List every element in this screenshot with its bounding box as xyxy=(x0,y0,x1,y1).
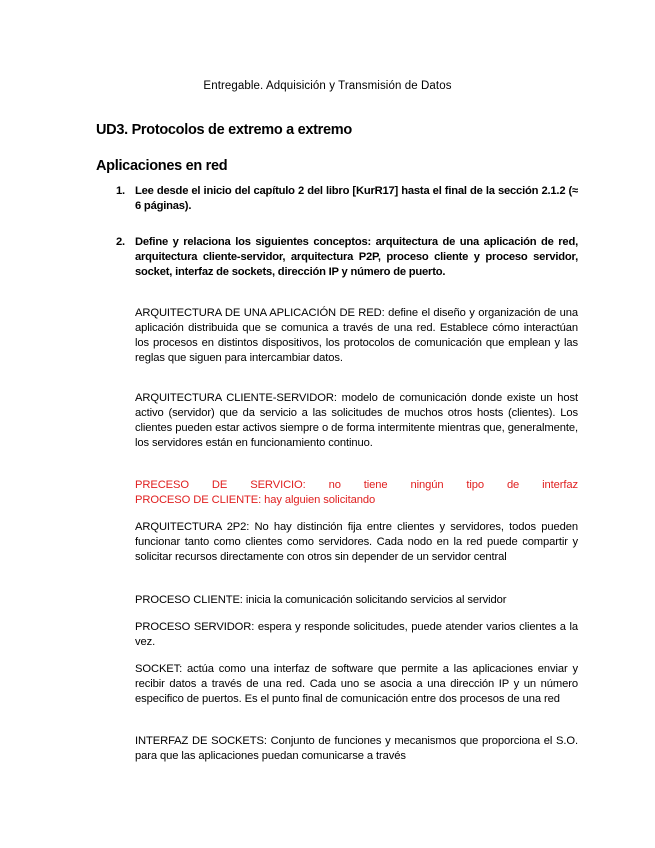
section-heading: Aplicaciones en red xyxy=(96,158,228,174)
question-text: Lee desde el inicio del capítulo 2 del libro [KurR17] hasta el final de la sección 2.1.2 (≈ 6 páginas). xyxy=(135,185,578,212)
answer-proceso-servidor: PROCESO SERVIDOR: espera y responde solicitudes, puede atender varios clientes a la vez. xyxy=(135,621,578,648)
answer-arquitectura-2p2: ARQUITECTURA 2P2: No hay distinción fija entre clientes y servidores, todos pueden funcionar tanto como clientes como servidores. Cada nodo en la red puede compartir y solicitar recursos directamente con otros sin depender de un servidor central xyxy=(135,521,578,563)
question-number: 1. xyxy=(116,185,125,197)
unit-heading: UD3. Protocolos de extremo a extremo xyxy=(96,122,352,138)
question-text: Define y relaciona los siguientes conceptos: arquitectura de una aplicación de red, arquitectura cliente-servidor, arquitectura P2P, proceso cliente y proceso servidor, socket, interfaz de sockets, dirección IP y número de puerto. xyxy=(135,236,578,278)
document-header: Entregable. Adquisición y Transmisión de Datos xyxy=(203,80,452,92)
question-1 xyxy=(116,184,578,214)
note-proceso-servicio: PRECESO DE SERVICIO: no tiene ningún tipo de interfaz xyxy=(135,479,578,491)
answer-cliente-servidor: ARQUITECTURA CLIENTE-SERVIDOR: modelo de comunicación donde existe un host activo (servidor) que da servicio a las solicitudes de muchos otros hosts (clientes). Los clientes pueden estar activos siempre o de forma intermitente mientras que, generalmente, los servidores están en funcionamiento continuo. xyxy=(135,392,578,449)
question-2 xyxy=(116,235,578,280)
answer-arquitectura-red: ARQUITECTURA DE UNA APLICACIÓN DE RED: define el diseño y organización de una aplicación distribuida que se comunica a través de una red. Establece cómo interactúan los procesos en distintos dispositivos, los protocolos de comunicación que emplean y las reglas que siguen para intercambiar datos. xyxy=(135,307,578,364)
answer-proceso-cliente: PROCESO CLIENTE: inicia la comunicación solicitando servicios al servidor xyxy=(135,594,507,606)
answer-socket: SOCKET: actúa como una interfaz de software que permite a las aplicaciones enviar y recibir datos a través de una red. Cada uno se asocia a una dirección IP y un número especifico de puertos. Es el punto final de comunicación entre dos procesos de una red xyxy=(135,663,578,705)
answer-interfaz-sockets: INTERFAZ DE SOCKETS: Conjunto de funciones y mecanismos que proporciona el S.O. para que las aplicaciones puedan comunicarse a través xyxy=(135,735,578,762)
question-number: 2. xyxy=(116,236,125,248)
note-proceso-cliente: PROCESO DE CLIENTE: hay alguien solicitando xyxy=(135,494,376,506)
